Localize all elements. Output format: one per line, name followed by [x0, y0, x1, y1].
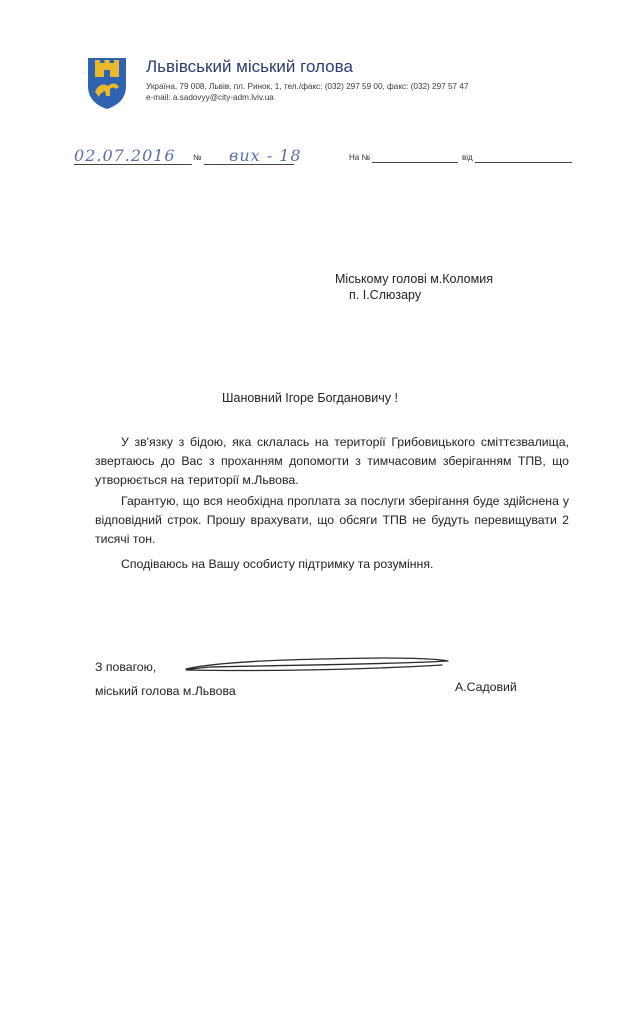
addressee-line2: п. І.Слюзару [349, 288, 422, 302]
ref-number-underline [204, 164, 294, 165]
ref-from-label: від [462, 153, 473, 162]
paragraph-2-text: Гарантую, що вся необхідна проплата за послуги зберігання буде здійснена у відповідний строк. Прошу врахувати, що обсяги ТПВ не будуть перевищувати 2 тисячі тон. [95, 494, 569, 546]
paragraph-3-text: Сподіваюсь на Вашу особисту підтримку та розуміння. [121, 557, 434, 571]
signer-position: міський голова м.Львова [95, 684, 236, 698]
letterhead-title: Львівський міський голова [146, 57, 353, 76]
ref-number-symbol: № [193, 153, 202, 162]
signer-name: А.Садовий [455, 680, 517, 694]
lviv-coat-of-arms-icon [86, 56, 128, 110]
ref-on-label: На № [349, 153, 371, 162]
paragraph-1-text: У зв'язку з бідою, яка склалась на території Грибовицького сміттєзвалища, звертаюсь до Вас з проханням допомогти з тимчасовим зберіганням ТПВ, що утворюється на території м.Львова. [95, 435, 569, 487]
paragraph-1 [95, 433, 569, 490]
ref-date-handwritten: 02.07.2016 [74, 146, 176, 165]
salutation: Шановний Ігоре Богдановичу ! [222, 391, 398, 405]
paragraph-2 [95, 492, 569, 549]
ref-on-underline [372, 162, 458, 163]
handwritten-signature [180, 655, 452, 677]
ref-number-handwritten: вих - 18 [229, 146, 302, 165]
closing: З повагою, [95, 660, 157, 674]
letterhead-email: e-mail: a.sadovyy@city-adm.lviv.ua [146, 93, 274, 102]
paragraph-3 [95, 555, 569, 574]
addressee-line1: Міському голові м.Коломия [335, 272, 493, 286]
ref-from-underline [475, 162, 572, 163]
ref-date-underline [74, 164, 192, 165]
letterhead-address: Україна, 79 008, Львів, пл. Ринок, 1, тел./факс: (032) 297 59 00, факс: (032) 297 57 47 [146, 82, 469, 91]
